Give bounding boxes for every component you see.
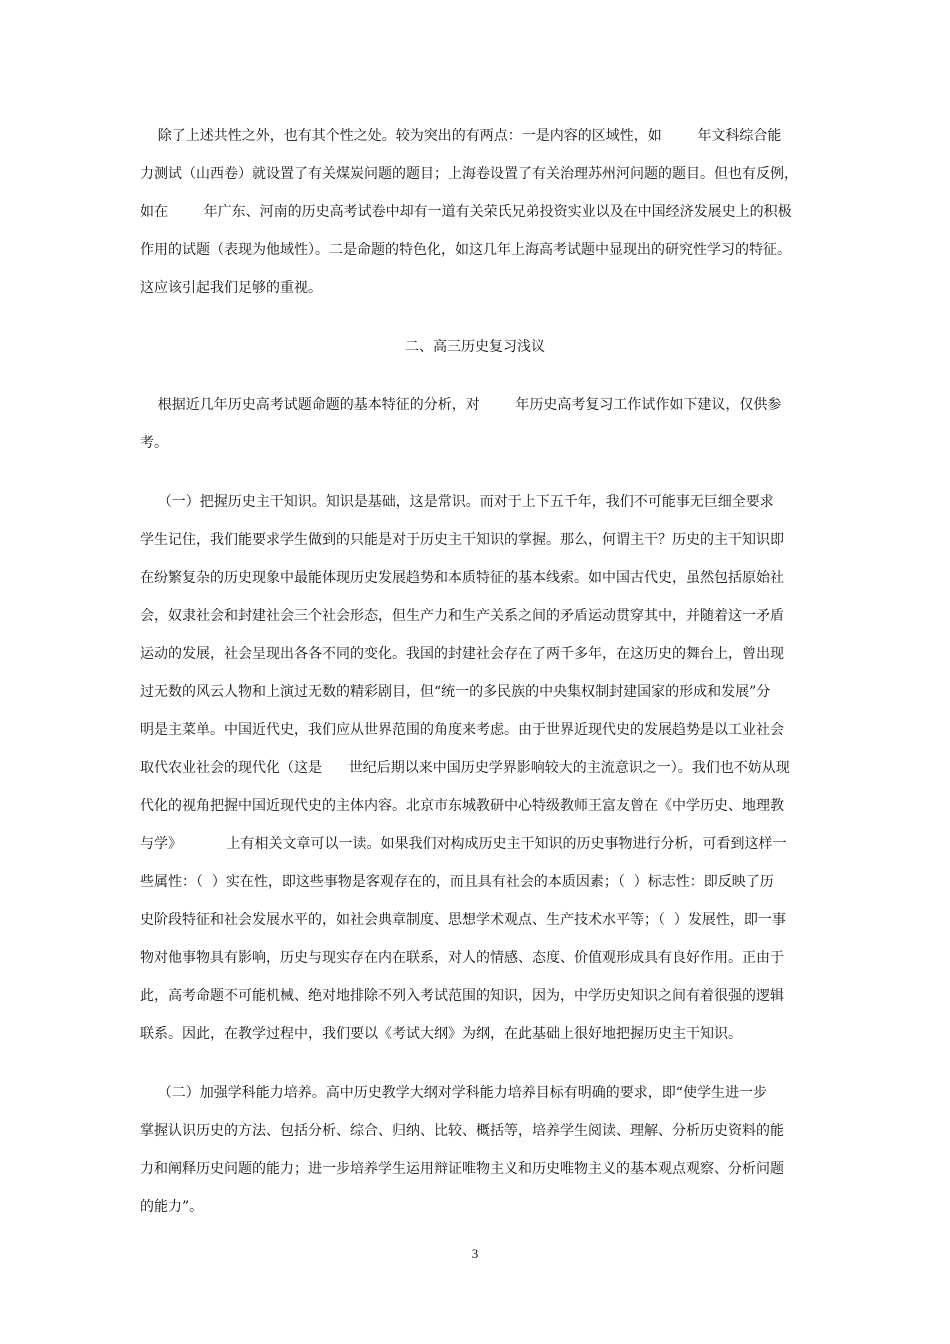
text-line: 运动的发展，社会呈现出各各不同的变化。我国的封建社会存在了两千多年，在这历史的舞台上，曾出现 — [140, 646, 784, 662]
text-line: 掌握认识历史的方法、包括分析、综合、归纳、比较、概括等，培养学生阅读、理解、分析历史资料的能 — [140, 1123, 784, 1139]
text-line: 联系。因此，在教学过程中，我们要以《考试大纲》为纲，在此基础上很好地把握历史主干知识。 — [140, 1026, 742, 1042]
text-line: 过无数的风云人物和上演过无数的精彩剧目，但“统一的多民族的中央集权制封建国家的形成和发展”分 — [140, 684, 771, 700]
text-line: 这应该引起我们足够的重视。 — [140, 280, 322, 296]
text-line: 物对他事物具有影响，历史与现实存在内在联系，对人的情感、态度、价值观形成具有良好作用。正由于 — [140, 950, 784, 966]
text-line: 些属性：（ ）实在性，即这些事物是客观存在的，而且具有社会的本质因素；（ ）标志性：即反映了历 — [140, 874, 774, 890]
page-number: 3 — [471, 1246, 479, 1261]
text-line: 此，高考命题不可能机械、绝对地排除不列入考试范围的知识，因为，中学历史知识之间有着很强的逻辑 — [140, 988, 784, 1004]
text-line: 会，奴隶社会和封建社会三个社会形态，但生产力和生产关系之间的矛盾运动贯穿其中，并随着这一矛盾 — [140, 608, 784, 624]
text-line: 明是主菜单。中国近代史，我们应从世界范围的角度来考虑。由于世界近现代史的发展趋势是以工业社会 — [140, 722, 784, 738]
text-line: 与学》 上有相关文章可以一读。如果我们对构成历史主干知识的历史事物进行分析，可看到这样一 — [140, 836, 787, 852]
text-line: 根据近几年历史高考试题命题的基本特征的分析，对 年历史高考复习工作试作如下建议，仅供参 — [140, 397, 782, 413]
text-line: 取代农业社会的现代化（这是 世纪后期以来中国历史学界影响较大的主流意识之一）。我们也不妨从现 — [140, 760, 790, 776]
text-line: 作用的试题（表现为他域性）。二是命题的特色化，如这几年上海高考试题中显现出的研究性学习的特征。 — [140, 242, 791, 258]
text-line: 考。 — [140, 435, 168, 451]
text-line: （二）加强学科能力培养。高中历史教学大纲对学科能力培养目标有明确的要求，即“使学生进一步 — [140, 1085, 767, 1101]
text-line: 在纷繁复杂的历史现象中最能体现历史发展趋势和本质特征的基本线索。如中国古代史，虽然包括原始社 — [140, 570, 784, 586]
text-line: 代化的视角把握中国近现代史的主体内容。北京市东城教研中心特级教师王富友曾在《中学历史、地理教 — [140, 798, 784, 814]
text-line: （一）把握历史主干知识。知识是基础，这是常识。而对于上下五千年，我们不可能事无巨细全要求 — [140, 494, 774, 510]
text-line: 史阶段特征和社会发展水平的，如社会典章制度、思想学术观点、生产技术水平等；（ ）发展性，即一事 — [140, 912, 786, 928]
text-line: 的能力”。 — [140, 1199, 204, 1215]
text-line: 如在 年广东、河南的历史高考试卷中却有一道有关荣氏兄弟投资实业以及在中国经济发展史上的积极 — [140, 204, 792, 220]
text-line: 力测试（山西卷）就设置了有关煤炭问题的题目；上海卷设置了有关治理苏州河问题的题目。但也有反例， — [140, 166, 798, 182]
section-heading: 二、高三历史复习浅议 — [405, 339, 545, 355]
text-line: 力和阐释历史问题的能力；进一步培养学生运用辩证唯物主义和历史唯物主义的基本观点观察、分析问题 — [140, 1161, 784, 1177]
text-line: 学生记住，我们能要求学生做到的只能是对于历史主干知识的掌握。那么，何谓主干？历史的主干知识即 — [140, 532, 784, 548]
text-line: 除了上述共性之外，也有其个性之处。较为突出的有两点：一是内容的区域性，如 年文科综合能 — [140, 128, 782, 144]
